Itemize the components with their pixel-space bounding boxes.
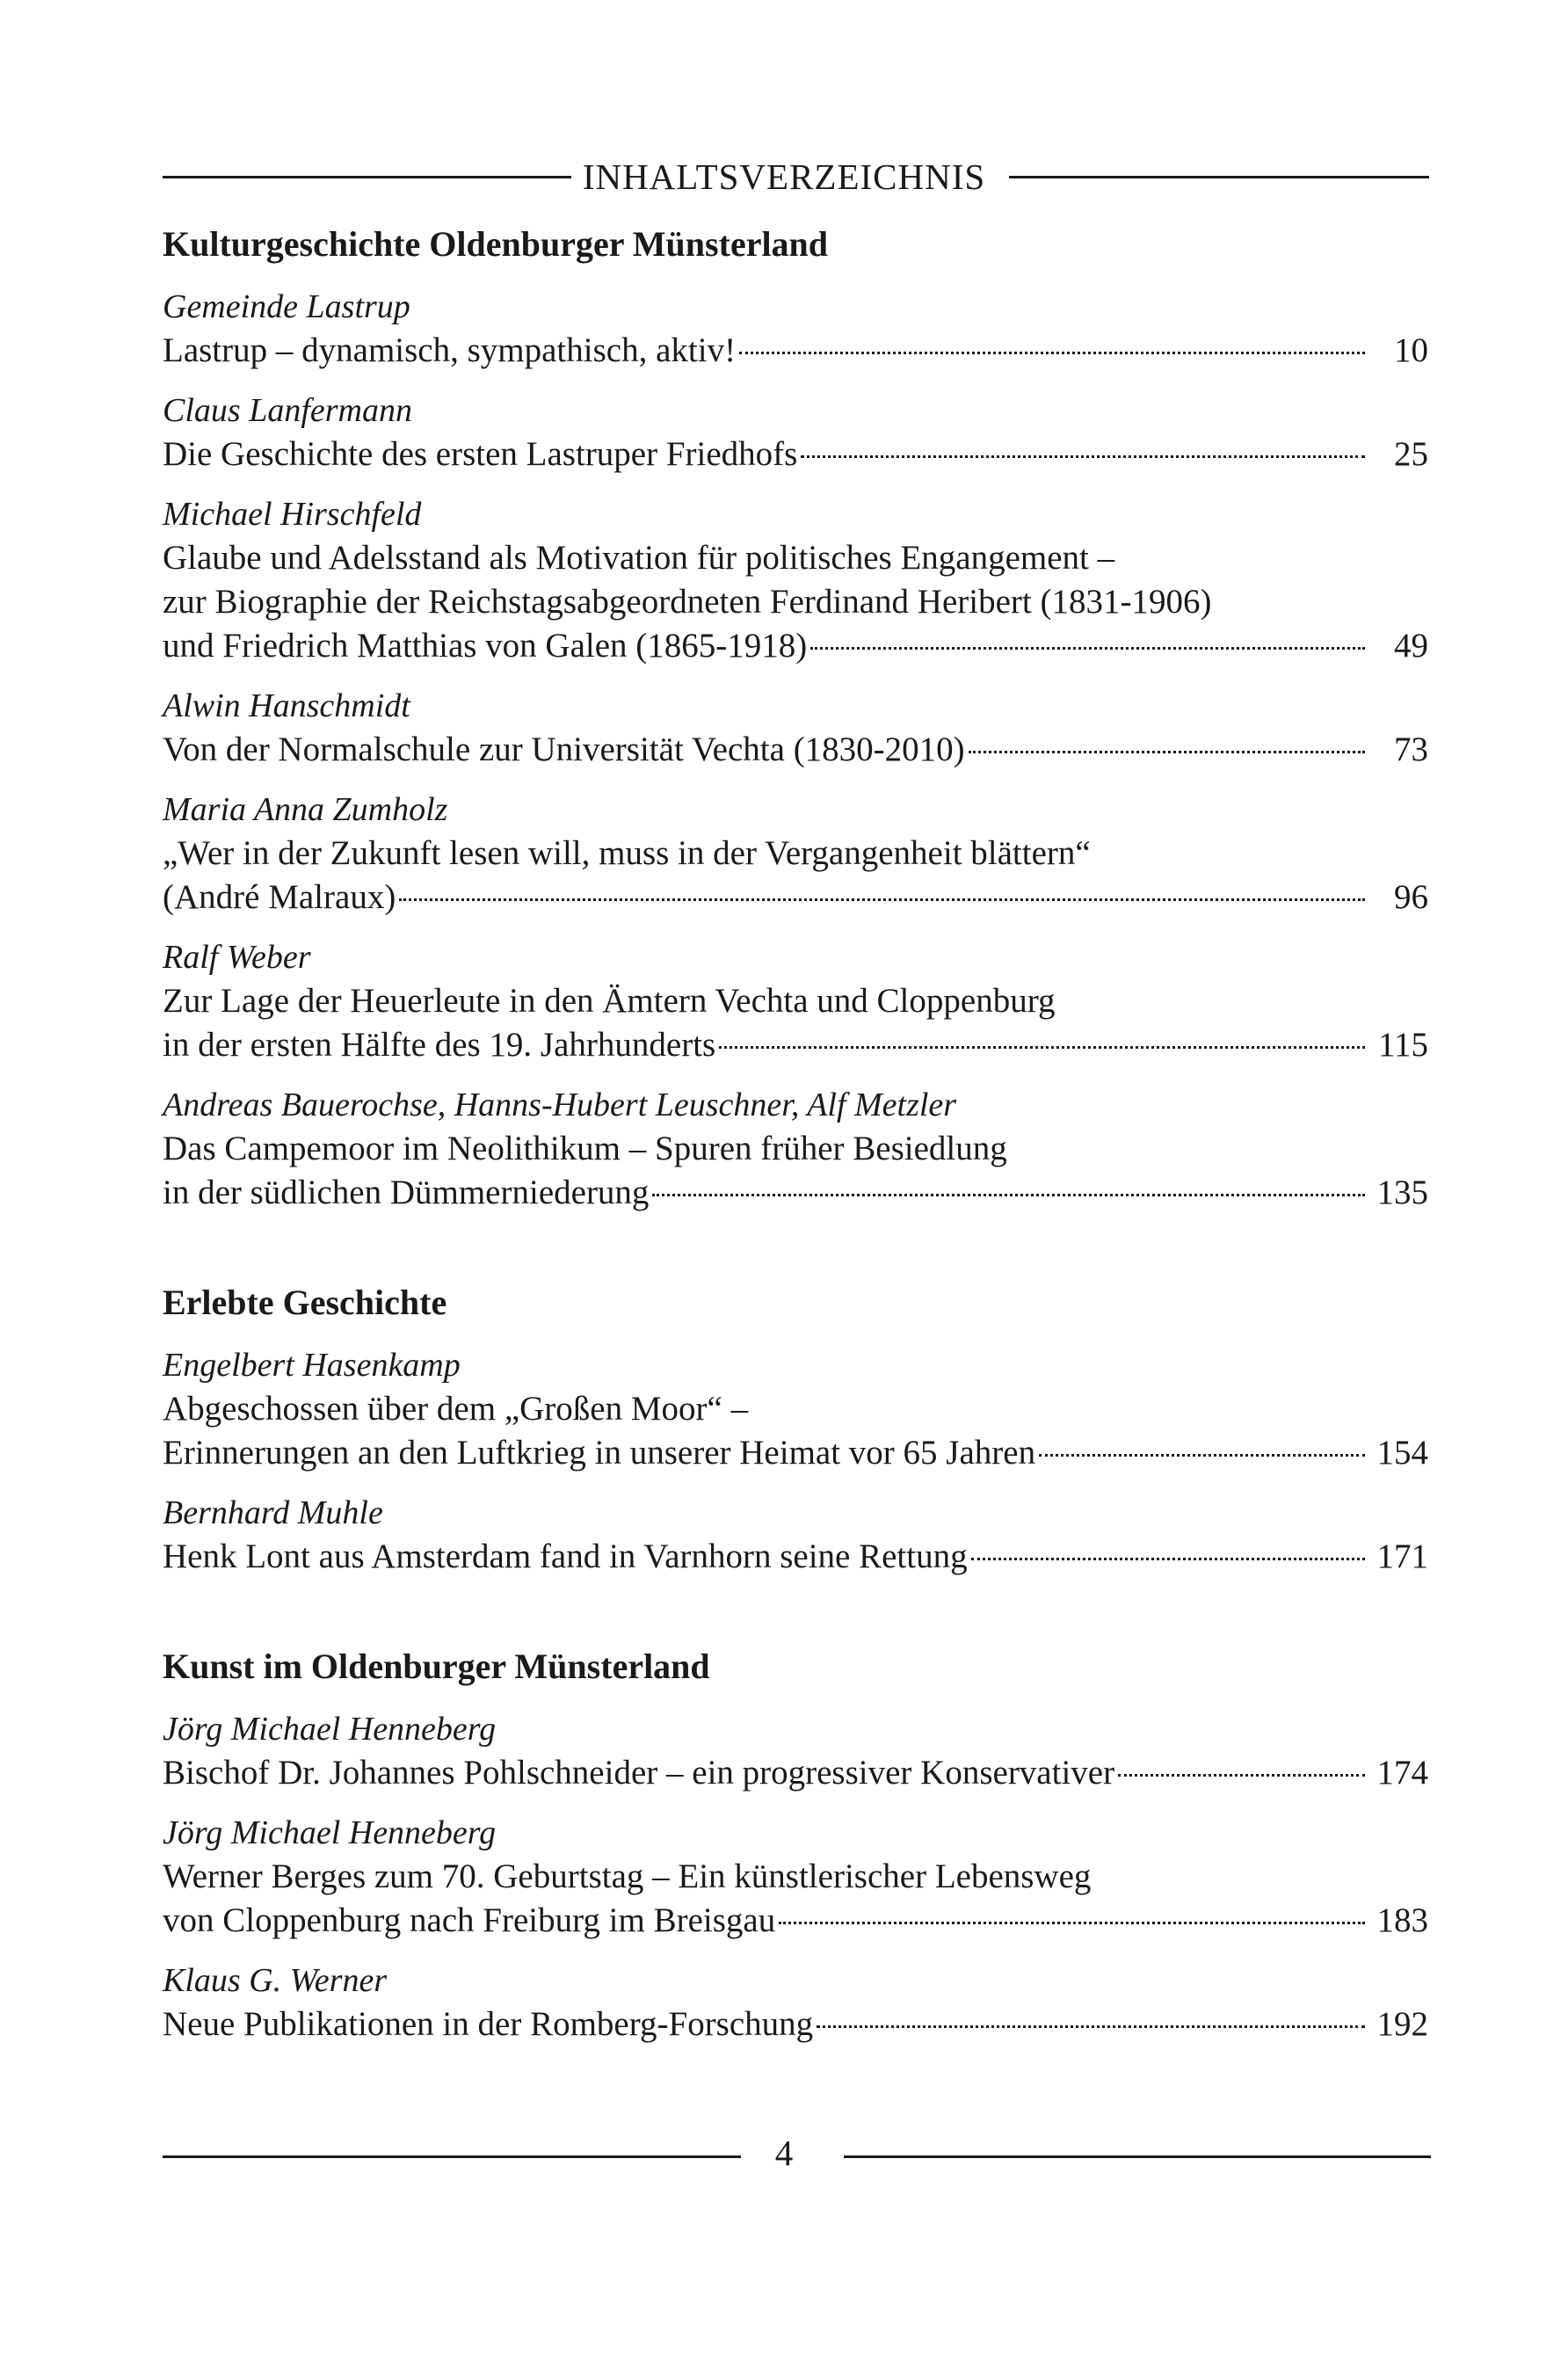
entry-author: Engelbert Hasenkamp xyxy=(163,1347,461,1384)
page-title: INHALTSVERZEICHNIS xyxy=(582,156,986,197)
entry-author: Andreas Bauerochse, Hanns-Hubert Leuschner, Alf Metzler xyxy=(163,1087,957,1123)
entry-author: Michael Hirschfeld xyxy=(163,496,422,533)
entry-title-line: „Wer in der Zukunft lesen will, muss in der Vergangenheit blättern“ xyxy=(163,834,1091,872)
entry-title-line: in der ersten Hälfte des 19. Jahrhunderts xyxy=(163,1026,716,1064)
toc-entry[interactable] xyxy=(163,788,1428,920)
dot-leader xyxy=(817,2025,1364,2028)
page-number: 4 xyxy=(774,2133,794,2173)
dot-leader xyxy=(971,1558,1365,1560)
dot-leader xyxy=(1039,1454,1364,1457)
entry-title-line: Das Campemoor im Neolithikum – Spuren früher Besiedlung xyxy=(163,1130,1007,1167)
dot-leader xyxy=(969,751,1365,753)
entry-title-row xyxy=(163,1899,1428,1943)
entry-title-row xyxy=(163,1023,1428,1067)
entry-author: Gemeinde Lastrup xyxy=(163,288,410,325)
entry-page-number: 174 xyxy=(1376,1754,1428,1792)
entry-author: Jörg Michael Henneberg xyxy=(163,1711,497,1748)
entry-page-number: 96 xyxy=(1394,878,1428,916)
entry-page-number: 192 xyxy=(1376,2005,1428,2043)
entry-title-row xyxy=(163,1535,1428,1579)
entry-title-line: Glaube und Adelsstand als Motivation für politisches Engangement – xyxy=(163,539,1115,577)
entry-title-row xyxy=(163,1171,1428,1215)
footer-rule-right xyxy=(844,2155,1431,2158)
toc-entry[interactable] xyxy=(163,285,1428,373)
section-gap xyxy=(163,1215,1428,1278)
entry-title-row xyxy=(163,2003,1428,2046)
footer-rule-left xyxy=(163,2155,741,2158)
entry-title-line: Lastrup – dynamisch, sympathisch, aktiv! xyxy=(163,331,737,369)
entry-title-line: in der südlichen Dümmerniederung xyxy=(163,1174,650,1211)
entry-title-line: Zur Lage der Heuerleute in den Ämtern Vechta und Cloppenburg xyxy=(163,982,1056,1020)
dot-leader xyxy=(810,647,1365,650)
entry-page-number: 49 xyxy=(1394,627,1428,665)
dot-leader xyxy=(719,1046,1365,1049)
entry-title-row xyxy=(163,1431,1428,1475)
entry-title-line: und Friedrich Matthias von Galen (1865-1918) xyxy=(163,627,808,665)
entry-page-number: 135 xyxy=(1376,1174,1428,1211)
entry-title-row xyxy=(163,329,1428,373)
entry-author: Jörg Michael Henneberg xyxy=(163,1814,497,1851)
toc-entry[interactable] xyxy=(163,1959,1428,2046)
dot-leader xyxy=(801,455,1365,458)
entry-title-line: Bischof Dr. Johannes Pohlschneider – ein progressiver Konservativer xyxy=(163,1754,1115,1792)
toc-entry[interactable] xyxy=(163,1083,1428,1215)
entry-page-number: 154 xyxy=(1376,1434,1428,1472)
entry-author: Ralf Weber xyxy=(163,939,311,976)
section-gap xyxy=(163,1579,1428,1642)
entry-title-line: von Cloppenburg nach Freiburg im Breisgau xyxy=(163,1901,776,1939)
toc-section xyxy=(163,1642,1428,2046)
header-rule-right xyxy=(1009,176,1429,178)
dot-leader xyxy=(1118,1774,1364,1777)
entry-title-line: Neue Publikationen in der Romberg-Forschung xyxy=(163,2005,814,2043)
entry-title-line: (André Malraux) xyxy=(163,878,396,916)
toc-entry[interactable] xyxy=(163,492,1428,668)
toc-section xyxy=(163,1278,1428,1579)
entry-author: Maria Anna Zumholz xyxy=(163,791,448,828)
entry-author: Bernhard Muhle xyxy=(163,1494,383,1531)
entry-page-number: 25 xyxy=(1394,435,1428,473)
toc-entry[interactable] xyxy=(163,1343,1428,1475)
entry-title-line: Die Geschichte des ersten Lastruper Friedhofs xyxy=(163,435,798,473)
section-heading: Kulturgeschichte Oldenburger Münsterland xyxy=(163,224,829,264)
entry-author: Claus Lanfermann xyxy=(163,392,412,429)
toc-entry[interactable] xyxy=(163,1491,1428,1579)
entry-page-number: 115 xyxy=(1377,1026,1428,1064)
entry-title-line: Abgeschossen über dem „Großen Moor“ – xyxy=(163,1390,749,1428)
toc-entry[interactable] xyxy=(163,1811,1428,1943)
dot-leader xyxy=(739,352,1365,354)
dot-leader xyxy=(779,1922,1364,1924)
entry-title-row xyxy=(163,433,1428,476)
entry-title-line: Werner Berges zum 70. Geburtstag – Ein künstlerischer Lebensweg xyxy=(163,1857,1092,1895)
entry-title-line: Von der Normalschule zur Universität Vechta (1830-2010) xyxy=(163,731,965,768)
dot-leader xyxy=(399,898,1365,901)
entry-author: Alwin Hanschmidt xyxy=(163,687,410,724)
dot-leader xyxy=(652,1194,1364,1196)
entry-page-number: 10 xyxy=(1394,331,1428,369)
entry-title-line: Henk Lont aus Amsterdam fand in Varnhorn seine Rettung xyxy=(163,1537,968,1575)
entry-page-number: 171 xyxy=(1376,1537,1428,1575)
entry-title-row xyxy=(163,1751,1428,1795)
section-heading: Kunst im Oldenburger Münsterland xyxy=(163,1646,710,1686)
entry-title-row xyxy=(163,728,1428,772)
entry-page-number: 73 xyxy=(1394,731,1428,768)
toc-entry[interactable] xyxy=(163,1707,1428,1795)
toc-entry[interactable] xyxy=(163,935,1428,1067)
toc-section xyxy=(163,220,1428,1215)
toc-entry[interactable] xyxy=(163,684,1428,772)
entry-title-line: Erinnerungen an den Luftkrieg in unserer Heimat vor 65 Jahren xyxy=(163,1434,1036,1472)
entry-title-line: zur Biographie der Reichstagsabgeordneten Ferdinand Heribert (1831-1906) xyxy=(163,583,1212,621)
entry-author: Klaus G. Werner xyxy=(163,1962,388,1999)
entry-title-row xyxy=(163,624,1428,668)
section-heading: Erlebte Geschichte xyxy=(163,1283,447,1322)
entry-title-row xyxy=(163,876,1428,920)
table-of-contents xyxy=(163,220,1428,2046)
toc-entry[interactable] xyxy=(163,389,1428,476)
entry-page-number: 183 xyxy=(1376,1901,1428,1939)
